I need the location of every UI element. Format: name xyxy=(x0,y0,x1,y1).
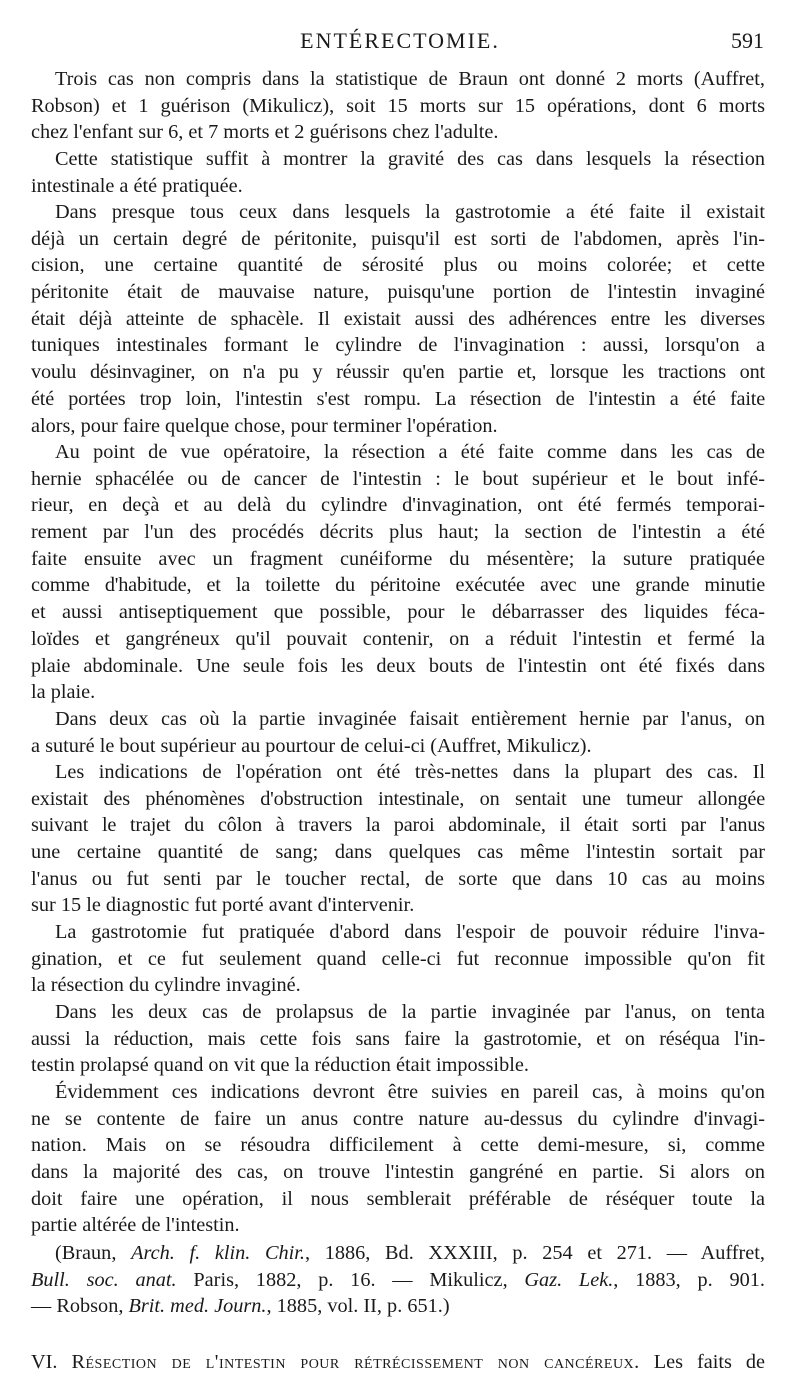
journal-title: Brit. med. Journ. xyxy=(128,1295,267,1318)
text-line: Dans deux cas où la partie invaginée faisait entièrement hernie par l'anus, on xyxy=(55,708,765,730)
text-line: intestinale a été pratiquée. xyxy=(31,174,243,197)
text-line: alors, pour faire quelque chose, pour terminer l'opération. xyxy=(31,414,498,437)
reference-line xyxy=(31,1293,765,1320)
reference-line xyxy=(31,1267,765,1294)
paragraph-4 xyxy=(31,439,765,706)
section-text: Les faits de xyxy=(653,1351,765,1373)
text-line: gination, et ce fut seulement quand celle-ci fut reconnue impossible qu'on fit xyxy=(31,947,765,970)
ref-text: — Robson, xyxy=(31,1295,129,1318)
text-line: ne se contente de faire un anus contre nature au-dessus du cylindre d'invagi- xyxy=(31,1107,765,1130)
text-line: dans la majorité des cas, on trouve l'intestin gangréné en partie. Si alors on xyxy=(31,1161,765,1184)
paragraph-2 xyxy=(31,146,765,199)
text-line: chez l'enfant sur 6, et 7 morts et 2 guérisons chez l'adulte. xyxy=(31,121,499,144)
text-line: suivant le trajet du côlon à travers la paroi abdominale, il était sorti par l'anus xyxy=(31,814,765,837)
text-line: Les indications de l'opération ont été très-nettes dans la plupart des cas. Il xyxy=(55,761,765,783)
text-line: comme d'habitude, et la toilette du péritoine exécutée avec une grande minutie xyxy=(31,574,765,597)
references xyxy=(31,1240,765,1320)
text-line: la résection du cylindre invaginé. xyxy=(31,974,301,997)
ref-text: , 1883, p. 901. xyxy=(613,1268,765,1291)
section-line xyxy=(31,1349,765,1376)
text-line: rement par l'un des procédés décrits plus haut; la section de l'intestin a été xyxy=(31,521,765,544)
paragraph-5 xyxy=(31,706,765,759)
text-line: aussi la réduction, mais cette fois sans faire la gastrotomie, et on réséqua l'in- xyxy=(31,1027,765,1050)
text-line: Dans les deux cas de prolapsus de la partie invaginée par l'anus, on tenta xyxy=(55,1001,765,1023)
text-line: testin prolapsé quand on vit que la réduction était impossible. xyxy=(31,1054,529,1077)
paragraph-3 xyxy=(31,199,765,439)
text-line: Robson) et 1 guérison (Mikulicz), soit 15 morts sur 15 opérations, dont 6 morts xyxy=(31,94,765,117)
text-line: Cette statistique suffit à montrer la gravité des cas dans lesquels la résection xyxy=(55,148,765,170)
text-line: Évidemment ces indications devront être suivies en pareil cas, à moins qu'on xyxy=(55,1081,765,1103)
text-line: Dans presque tous ceux dans lesquels la gastrotomie a été faite il existait xyxy=(55,201,765,223)
section-number: VI. xyxy=(31,1351,58,1373)
text-line: a suturé le bout supérieur au pourtour de celui-ci (Auffret, Mikulicz). xyxy=(31,734,592,757)
ref-text: , 1885, vol. II, p. 651.) xyxy=(266,1295,450,1318)
text-line: péritonite était de mauvaise nature, puisqu'une portion de l'intestin invaginé xyxy=(31,281,765,304)
text-line: loïdes et gangréneux qu'il pouvait contenir, on a réduit l'intestin et fermé la xyxy=(31,627,765,650)
running-header xyxy=(0,24,800,58)
journal-title: Bull. soc. anat. xyxy=(31,1268,177,1291)
ref-text: Paris, 1882, p. 16. — Mikulicz, xyxy=(176,1268,525,1291)
paragraph-7 xyxy=(31,919,765,999)
text-line: une certaine quantité de sang; dans quelques cas même l'intestin sortait par xyxy=(31,841,765,864)
text-line: la plaie. xyxy=(31,681,96,704)
text-line: tuniques intestinales formant le cylindre de l'invagination : aussi, lorsqu'on a xyxy=(31,334,765,357)
ref-text: (Braun, xyxy=(55,1242,132,1264)
paragraph-9 xyxy=(31,1079,765,1239)
text-line: cision, une certaine quantité de sérosité plus ou moins colorée; et cette xyxy=(31,254,765,277)
text-line: hernie sphacélée ou de cancer de l'intestin : le bout supérieur et le bout infé- xyxy=(31,467,765,490)
text-line: voulu désinvaginer, on n'a pu y réussir qu'en partie et, lorsque les tractions ont xyxy=(31,361,765,384)
section-heading xyxy=(31,1349,765,1376)
text-line: l'anus ou fut senti par le toucher rectal, de sorte que dans 10 cas au moins xyxy=(31,867,765,890)
text-line: La gastrotomie fut pratiquée d'abord dans l'espoir de pouvoir réduire l'inva- xyxy=(55,921,765,943)
paragraph-6 xyxy=(31,759,765,919)
text-line: partie altérée de l'intestin. xyxy=(31,1214,240,1237)
text-line: été portées trop loin, l'intestin s'est rompu. La résection de l'intestin a été faite xyxy=(31,387,765,410)
text-line: existait des phénomènes d'obstruction intestinale, on sentait une tumeur allongée xyxy=(31,787,765,810)
running-title: ENTÉRECTOMIE. xyxy=(300,28,500,53)
text-line: et aussi antiseptiquement que possible, pour le débarrasser des liquides féca- xyxy=(31,601,765,624)
paragraph-8 xyxy=(31,999,765,1079)
text-line: Trois cas non compris dans la statistique de Braun ont donné 2 morts (Auffret, xyxy=(55,68,765,90)
text-line: rieur, en deçà et au delà du cylindre d'invagination, ont été fermés temporai- xyxy=(31,494,765,517)
text-line: nation. Mais on se résoudra difficilement à cette demi-mesure, si, comme xyxy=(31,1134,765,1157)
text-line: déjà un certain degré de péritonite, puisqu'il est sorti de l'abdomen, après l'in- xyxy=(31,227,765,250)
text-line: était déjà atteinte de sphacèle. Il existait aussi des adhérences entre les diverses xyxy=(31,307,765,330)
journal-title: Arch. f. klin. Chir. xyxy=(131,1242,305,1264)
text-line: plaie abdominale. Une seule fois les deux bouts de l'intestin ont été fixés dans xyxy=(31,654,765,677)
journal-title: Gaz. Lek. xyxy=(524,1268,614,1291)
page-number: 591 xyxy=(731,28,764,53)
text-line: Au point de vue opératoire, la résection a été faite comme dans les cas de xyxy=(55,441,765,463)
reference-line xyxy=(31,1240,765,1267)
text-line: faite ensuite avec un fragment cunéiforme du mésentère; la suture pratiquée xyxy=(31,547,765,570)
text-line: sur 15 le diagnostic fut porté avant d'intervenir. xyxy=(31,894,415,917)
section-title: Résection de l'intestin pour rétrécissement non cancéreux. xyxy=(71,1351,640,1373)
ref-text: , 1886, Bd. XXXIII, p. 254 et 271. — Auffret, xyxy=(305,1242,765,1264)
paragraph-1 xyxy=(31,66,765,146)
text-line: doit faire une opération, il nous semblerait préférable de réséquer toute la xyxy=(31,1187,765,1210)
